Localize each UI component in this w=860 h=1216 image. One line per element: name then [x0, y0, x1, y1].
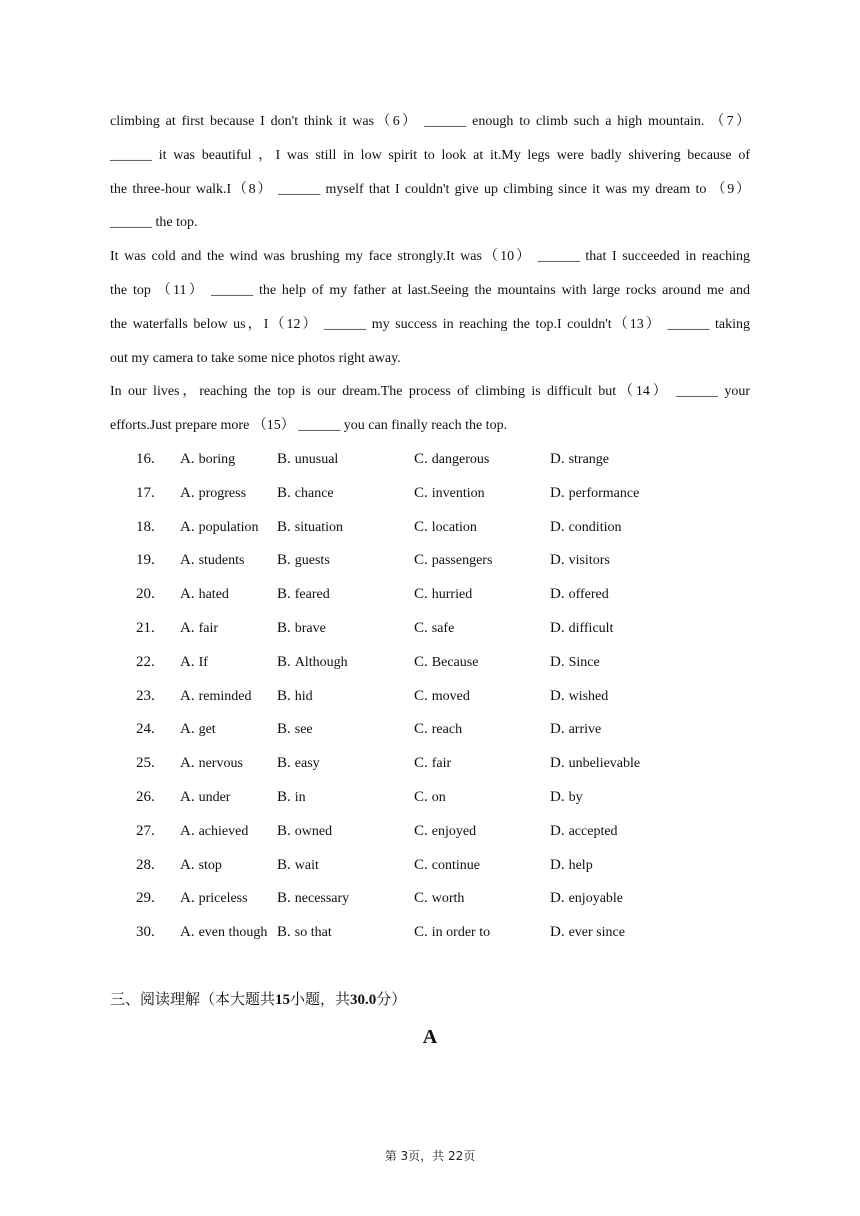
answer-option: [277, 882, 349, 916]
option-letter: A.: [180, 924, 195, 941]
passage-line: In our lives，reaching the top is our dream.The process of climbing is difficult but（14） ______ your: [110, 384, 750, 400]
option-text: Because: [431, 654, 479, 670]
answer-option: [180, 646, 208, 680]
answer-option: [414, 815, 476, 849]
question-row: [110, 544, 750, 578]
option-letter: B.: [277, 890, 291, 907]
question-number: 20.: [136, 586, 155, 603]
option-text: moved: [431, 688, 470, 704]
option-text: guests: [294, 553, 330, 569]
option-letter: B.: [277, 518, 291, 535]
question-row: [110, 849, 750, 883]
section-heading-middle: 小题，共: [290, 990, 351, 1008]
option-text: dangerous: [431, 452, 490, 467]
option-letter: B.: [277, 451, 291, 467]
answer-option: [414, 781, 446, 815]
option-letter: C.: [414, 552, 428, 569]
answer-option: [180, 747, 243, 781]
passage-line: the top （11） ______ the help of my father at last.Seeing the mountains with large rocks around me and: [110, 282, 750, 298]
option-letter: C.: [414, 451, 428, 467]
answer-option: [550, 815, 618, 849]
option-text: in: [294, 789, 306, 805]
option-letter: C.: [414, 484, 428, 501]
option-letter: D.: [550, 586, 565, 603]
option-text: offered: [568, 587, 609, 603]
option-text: enjoyed: [431, 823, 477, 839]
option-letter: D.: [550, 518, 565, 535]
option-letter: C.: [414, 687, 428, 704]
option-text: so that: [294, 925, 332, 941]
option-text: performance: [568, 485, 640, 501]
question-number: 23.: [136, 687, 155, 704]
option-text: chance: [294, 485, 334, 501]
option-letter: A.: [180, 822, 195, 839]
page-footer: 第 3页，共 22页: [384, 1149, 476, 1163]
option-letter: D.: [550, 822, 565, 839]
answer-option: [414, 612, 454, 646]
question-number: 27.: [136, 822, 155, 839]
section-heading: [110, 987, 406, 1012]
option-text: see: [294, 722, 313, 738]
question-row: [110, 713, 750, 747]
answer-option: [180, 680, 251, 714]
answer-option: [550, 511, 621, 545]
option-letter: A.: [180, 755, 195, 772]
answer-option: [414, 916, 490, 950]
question-number: 19.: [136, 552, 155, 569]
option-letter: D.: [550, 856, 565, 873]
option-text: wished: [568, 688, 609, 704]
option-letter: C.: [414, 822, 428, 839]
question-row: [110, 578, 750, 612]
answer-option: [550, 443, 609, 477]
option-text: passengers: [431, 553, 493, 569]
question-number: 24.: [136, 721, 155, 738]
answer-option: [277, 815, 332, 849]
option-text: ever since: [568, 925, 625, 941]
option-text: fair: [431, 756, 452, 772]
option-text: fair: [198, 620, 219, 636]
option-letter: C.: [414, 788, 428, 805]
question-number: 25.: [136, 755, 155, 772]
option-text: students: [198, 553, 245, 569]
answer-option: [414, 713, 462, 747]
question-row: [110, 477, 750, 511]
answer-option: [180, 511, 258, 545]
option-text: by: [568, 789, 583, 805]
option-text: population: [198, 519, 259, 535]
section-question-count: 15: [275, 992, 291, 1008]
answer-option: [277, 680, 313, 714]
answer-option: [180, 612, 218, 646]
option-letter: C.: [414, 856, 428, 873]
option-text: unusual: [294, 452, 339, 467]
question-row: [110, 815, 750, 849]
passage-line: efforts.Just prepare more （15） ______ you can finally reach the top.: [110, 418, 508, 434]
option-letter: A.: [180, 619, 195, 636]
option-text: on: [431, 789, 446, 805]
question-row: [110, 511, 750, 545]
question-number: 26.: [136, 788, 155, 805]
question-row: [110, 443, 750, 477]
option-letter: B.: [277, 687, 291, 704]
option-text: arrive: [568, 722, 602, 738]
answer-option: [180, 713, 216, 747]
passage-line: ______ it was beautiful ，I was still in low spirit to look at it.My legs were badly shivering because of: [110, 147, 750, 163]
passage-line: climbing at first because I don't think it was（6） ______ enough to climb such a high mountain. （7）: [110, 114, 750, 129]
option-letter: D.: [550, 619, 565, 636]
option-text: visitors: [568, 553, 610, 569]
option-text: progress: [198, 485, 247, 501]
option-letter: A.: [180, 484, 195, 501]
answer-option: [277, 781, 306, 815]
answer-option: [180, 882, 248, 916]
answer-option: [414, 646, 478, 680]
answer-option: [180, 443, 235, 477]
answer-option: [550, 578, 609, 612]
answer-option: [277, 916, 332, 950]
option-text: situation: [294, 519, 343, 535]
answer-option: [550, 781, 583, 815]
passage-line: ______ the top.: [110, 215, 198, 231]
question-number: 18.: [136, 518, 155, 535]
question-number: 21.: [136, 619, 155, 636]
question-row: [110, 781, 750, 815]
section-heading-suffix: 分）: [376, 990, 407, 1008]
answer-option: [550, 747, 640, 781]
answer-option: [180, 781, 230, 815]
question-number: 22.: [136, 653, 155, 670]
answer-option: [550, 544, 610, 578]
answer-option: [550, 882, 623, 916]
answer-option: [180, 815, 248, 849]
option-text: reach: [431, 722, 463, 738]
option-text: help: [568, 857, 593, 873]
option-text: location: [431, 519, 477, 535]
answer-option: [277, 443, 338, 477]
option-letter: D.: [550, 890, 565, 907]
option-letter: D.: [550, 451, 565, 467]
option-text: worth: [431, 891, 465, 907]
question-row: [110, 916, 750, 950]
option-text: invention: [431, 485, 485, 501]
option-text: hated: [198, 587, 229, 603]
answer-option: [414, 511, 477, 545]
answer-option: [277, 713, 313, 747]
section-heading-prefix: 三、阅读理解（本大题共: [110, 990, 276, 1008]
option-letter: D.: [550, 653, 565, 670]
option-text: unbelievable: [568, 756, 641, 772]
option-letter: D.: [550, 552, 565, 569]
passage-line: the waterfalls below us，I（12） ______ my success in reaching the top.I couldn't（13） ______ taking: [110, 316, 750, 332]
answer-option: [277, 646, 348, 680]
option-text: safe: [431, 620, 455, 636]
question-row: [110, 747, 750, 781]
answer-option: [277, 849, 319, 883]
answer-option: [414, 578, 472, 612]
option-letter: B.: [277, 619, 291, 636]
option-letter: B.: [277, 586, 291, 603]
option-letter: D.: [550, 924, 565, 941]
option-text: Although: [294, 654, 348, 670]
option-letter: D.: [550, 721, 565, 738]
option-text: priceless: [198, 891, 248, 907]
question-number: 30.: [136, 924, 155, 941]
passage-line: out my camera to take some nice photos right away.: [110, 350, 401, 366]
cloze-passage: [110, 105, 750, 443]
answer-option: [414, 443, 489, 477]
option-text: accepted: [568, 823, 618, 839]
option-text: hid: [294, 688, 313, 704]
option-letter: C.: [414, 518, 428, 535]
answer-option: [277, 578, 330, 612]
option-text: enjoyable: [568, 891, 624, 907]
option-text: even though: [198, 925, 268, 941]
answer-option: [550, 680, 608, 714]
option-letter: B.: [277, 552, 291, 569]
question-row: [110, 680, 750, 714]
option-letter: C.: [414, 890, 428, 907]
question-row: [110, 882, 750, 916]
answer-option: [414, 882, 464, 916]
option-text: achieved: [198, 823, 249, 839]
option-text: boring: [198, 452, 236, 467]
answer-option: [550, 849, 593, 883]
answer-option: [414, 477, 485, 511]
option-text: hurried: [431, 587, 473, 603]
passage-line: It was cold and the wind was brushing my face strongly.It was（10） ______ that I succeeded in reaching: [110, 249, 750, 265]
option-text: necessary: [294, 891, 350, 907]
option-letter: B.: [277, 788, 291, 805]
answer-option: [550, 612, 613, 646]
section-total-score: 30.0: [350, 992, 377, 1008]
option-text: owned: [294, 823, 333, 839]
option-text: wait: [294, 857, 319, 873]
option-letter: C.: [414, 721, 428, 738]
option-letter: D.: [550, 484, 565, 501]
answer-option: [277, 544, 330, 578]
option-text: under: [198, 789, 231, 805]
option-letter: A.: [180, 687, 195, 704]
answer-option: [180, 544, 244, 578]
answer-option: [277, 747, 320, 781]
option-letter: A.: [180, 788, 195, 805]
answer-option: [414, 747, 451, 781]
question-row: [110, 646, 750, 680]
option-text: continue: [431, 857, 480, 873]
option-letter: A.: [180, 890, 195, 907]
option-text: feared: [294, 587, 330, 603]
option-text: Since: [568, 654, 600, 670]
option-text: reminded: [198, 688, 252, 704]
option-letter: D.: [550, 687, 565, 704]
option-text: strange: [568, 452, 610, 467]
option-text: difficult: [568, 620, 614, 636]
option-letter: B.: [277, 924, 291, 941]
answer-option: [277, 477, 334, 511]
answer-option: [180, 916, 267, 950]
option-letter: C.: [414, 586, 428, 603]
answer-option: [550, 477, 639, 511]
option-text: If: [198, 654, 208, 670]
option-text: condition: [568, 519, 622, 535]
answer-option: [180, 578, 229, 612]
option-letter: D.: [550, 755, 565, 772]
answer-option: [180, 849, 222, 883]
answer-option: [414, 680, 470, 714]
option-letter: A.: [180, 451, 195, 467]
option-letter: A.: [180, 721, 195, 738]
answer-option: [180, 477, 246, 511]
option-letter: A.: [180, 586, 195, 603]
question-number: 28.: [136, 856, 155, 873]
option-letter: B.: [277, 755, 291, 772]
option-letter: D.: [550, 788, 565, 805]
answer-option: [414, 544, 492, 578]
passage-line: the three-hour walk.I（8） ______ myself that I couldn't give up climbing since it was my dream to （9）: [110, 181, 750, 197]
option-text: brave: [294, 620, 326, 636]
question-options-list: [110, 443, 750, 950]
option-letter: B.: [277, 484, 291, 501]
answer-option: [277, 511, 343, 545]
option-letter: A.: [180, 552, 195, 569]
option-letter: A.: [180, 653, 195, 670]
answer-option: [414, 849, 480, 883]
answer-option: [277, 612, 326, 646]
question-row: [110, 612, 750, 646]
question-number: 17.: [136, 484, 155, 501]
option-letter: C.: [414, 924, 428, 941]
option-text: get: [198, 722, 216, 738]
option-text: stop: [198, 857, 222, 873]
option-text: easy: [294, 756, 320, 772]
question-number: 16.: [136, 451, 155, 467]
option-letter: A.: [180, 856, 195, 873]
option-letter: B.: [277, 822, 291, 839]
option-text: nervous: [198, 756, 243, 772]
option-letter: C.: [414, 619, 428, 636]
passage-letter-heading: A: [422, 1026, 438, 1048]
option-letter: C.: [414, 755, 428, 772]
question-number: 29.: [136, 890, 155, 907]
option-letter: B.: [277, 856, 291, 873]
answer-option: [550, 916, 625, 950]
option-letter: B.: [277, 721, 291, 738]
option-letter: A.: [180, 518, 195, 535]
option-letter: B.: [277, 653, 291, 670]
option-letter: C.: [414, 653, 428, 670]
answer-option: [550, 713, 601, 747]
option-text: in order to: [431, 925, 491, 941]
answer-option: [550, 646, 600, 680]
